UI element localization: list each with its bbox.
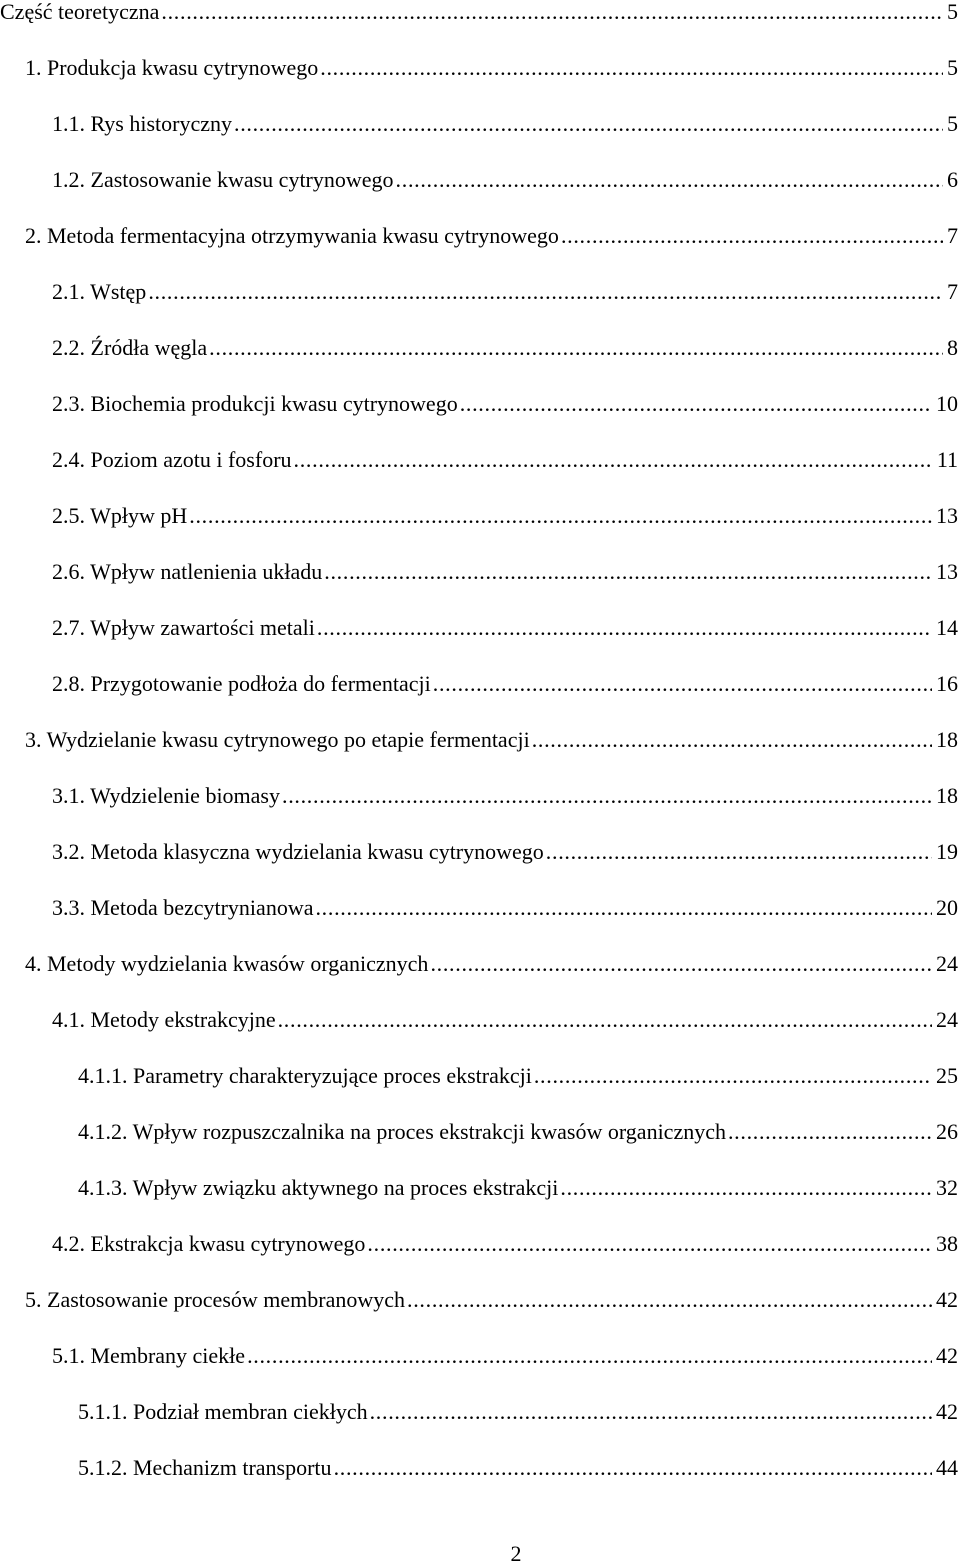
toc-leader-dots [561,222,943,250]
toc-entry[interactable] [78,1454,958,1482]
toc-entry-title: 2. Metoda fermentacyjna otrzymywania kwasu cytrynowego [25,223,559,248]
toc-entry[interactable] [52,1342,958,1370]
toc-entry-page: 13 [936,503,958,528]
toc-entry-title: 2.5. Wpływ pH [52,503,188,528]
toc-entry[interactable] [52,446,958,474]
toc-entry-page: 42 [936,1399,958,1424]
toc-entry-page: 10 [936,391,958,416]
toc-leader-dots [728,1118,932,1146]
toc-leader-dots [396,166,943,194]
toc-leader-dots [189,502,932,530]
toc-entry[interactable] [25,222,958,250]
toc-entry[interactable] [25,726,958,754]
toc-entry-title: 2.4. Poziom azotu i fosforu [52,447,292,472]
page-number: 2 [510,1541,522,1566]
toc-entry-title: 2.8. Przygotowanie podłoża do fermentacji [52,671,431,696]
toc-leader-dots [430,950,932,978]
toc-entry[interactable] [25,54,958,82]
toc-entry-page: 26 [936,1119,958,1144]
toc-entry[interactable] [52,110,958,138]
toc-entry[interactable] [52,166,958,194]
toc-entry[interactable] [52,502,958,530]
toc-entry-page: 5 [947,0,958,24]
toc-entry-title: 4.1.3. Wpływ związku aktywnego na proces ekstrakcji [78,1175,559,1200]
toc-entry[interactable] [52,1230,958,1258]
toc-entry-page: 5 [947,55,958,80]
toc-entry[interactable] [78,1174,958,1202]
toc-entry[interactable] [25,1286,958,1314]
toc-leader-dots [294,446,933,474]
toc-leader-dots [324,558,932,586]
toc-leader-dots [433,670,932,698]
toc-entry[interactable] [78,1398,958,1426]
toc-entry-page: 44 [936,1455,958,1480]
toc-entry-title: 2.3. Biochemia produkcji kwasu cytrynowego [52,391,458,416]
toc-entry-title: 2.1. Wstęp [52,279,147,304]
toc-entry-title: 1.2. Zastosowanie kwasu cytrynowego [52,167,394,192]
toc-entry-title: 3.3. Metoda bezcytrynianowa [52,895,314,920]
toc-entry-page: 24 [936,951,958,976]
toc-leader-dots [367,1230,932,1258]
toc-leader-dots [560,1174,932,1202]
toc-entry-page: 20 [936,895,958,920]
toc-entry-page: 42 [936,1287,958,1312]
toc-entry[interactable] [52,278,958,306]
toc-leader-dots [161,0,943,26]
toc-entry[interactable] [25,950,958,978]
toc-entry-page: 5 [947,111,958,136]
toc-entry[interactable] [52,334,958,362]
toc-entry-title: 2.6. Wpływ natlenienia układu [52,559,323,584]
toc-entry-title: 4.1.2. Wpływ rozpuszczalnika na proces ekstrakcji kwasów organicznych [78,1119,726,1144]
toc-leader-dots [278,1006,932,1034]
toc-entry-page: 42 [936,1343,958,1368]
toc-entry[interactable] [52,894,958,922]
toc-entry[interactable] [52,782,958,810]
toc-entry[interactable] [52,1006,958,1034]
toc-entry-title: 5.1. Membrany ciekłe [52,1343,246,1368]
toc-entry[interactable] [52,614,958,642]
toc-entry-title: 2.7. Wpływ zawartości metali [52,615,315,640]
toc-entry-title: 1. Produkcja kwasu cytrynowego [25,55,319,80]
toc-entry-title: 3.1. Wydzielenie biomasy [52,783,280,808]
toc-entry-title: 5.1.2. Mechanizm transportu [78,1455,332,1480]
toc-leader-dots [234,110,943,138]
toc-leader-dots [534,1062,932,1090]
toc-entry-page: 7 [947,223,958,248]
toc-entry-title: 4.2. Ekstrakcja kwasu cytrynowego [52,1231,366,1256]
toc-entry-page: 11 [936,447,958,472]
toc-leader-dots [317,614,932,642]
toc-entry[interactable] [52,390,958,418]
toc-entry-page: 6 [947,167,958,192]
toc-entry[interactable] [0,0,958,26]
toc-leader-dots [247,1342,932,1370]
toc-entry-page: 25 [936,1063,958,1088]
toc-leader-dots [320,54,943,82]
toc-leader-dots [546,838,932,866]
toc-entry-title: 2.2. Źródła węgla [52,335,208,360]
toc-entry[interactable] [52,670,958,698]
toc-entry-page: 32 [936,1175,958,1200]
toc-entry-page: 14 [936,615,958,640]
toc-entry-title: 4.1.1. Parametry charakteryzujące proces ekstrakcji [78,1063,532,1088]
toc-entry-page: 18 [936,783,958,808]
toc-entry-title: 5.1.1. Podział membran ciekłych [78,1399,368,1424]
toc-entry[interactable] [78,1062,958,1090]
toc-entry[interactable] [52,838,958,866]
toc-leader-dots [315,894,932,922]
toc-entry-page: 16 [936,671,958,696]
toc-entry-page: 38 [936,1231,958,1256]
toc-leader-dots [532,726,932,754]
toc-leader-dots [148,278,943,306]
toc-leader-dots [370,1398,932,1426]
toc-leader-dots [282,782,932,810]
toc-leader-dots [334,1454,932,1482]
toc-entry-title: 4. Metody wydzielania kwasów organicznych [25,951,429,976]
toc-entry-title: Część teoretyczna [0,0,160,24]
toc-leader-dots [407,1286,932,1314]
toc-entry-title: 5. Zastosowanie procesów membranowych [25,1287,406,1312]
toc-entry-title: 3. Wydzielanie kwasu cytrynowego po etapie fermentacji [25,727,530,752]
toc-entry-page: 18 [936,727,958,752]
toc-entry-page: 8 [947,335,958,360]
toc-leader-dots [460,390,932,418]
toc-entry-page: 7 [947,279,958,304]
toc-entry-title: 3.2. Metoda klasyczna wydzielania kwasu cytrynowego [52,839,544,864]
toc-entry[interactable] [78,1118,958,1146]
toc-entry-title: 4.1. Metody ekstrakcyjne [52,1007,276,1032]
toc-entry-page: 24 [936,1007,958,1032]
toc-entry[interactable] [52,558,958,586]
toc-entry-title: 1.1. Rys historyczny [52,111,232,136]
toc-entry-page: 13 [936,559,958,584]
toc-entry-page: 19 [936,839,958,864]
toc-leader-dots [209,334,943,362]
